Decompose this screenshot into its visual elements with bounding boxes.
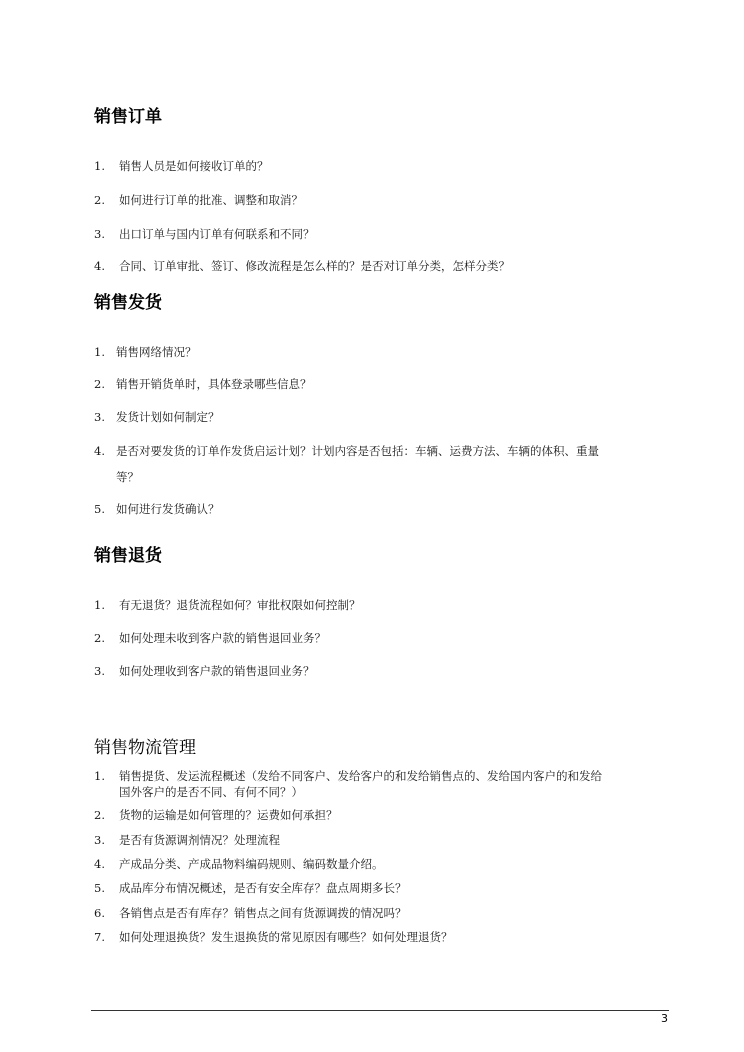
section-title-sales-order: 销售订单 <box>94 107 162 127</box>
item-number: 1. <box>94 159 105 173</box>
item-text: 合同、订单审批、签订、修改流程是怎么样的？是否对订单分类，怎样分类？ <box>119 259 510 273</box>
item-text: 如何处理退换货？发生退换货的常见原因有哪些？如何处理退货？ <box>119 930 453 944</box>
item-number: 1. <box>94 769 105 783</box>
page-number-bar <box>661 1010 669 1011</box>
item-number: 1. <box>94 598 105 612</box>
item-text: 发货计划如何制定？ <box>116 410 220 424</box>
item-number: 4. <box>94 444 105 458</box>
item-text: 销售人员是如何接收订单的？ <box>119 159 269 173</box>
section-title-sales-logistics: 销售物流管理 <box>94 738 196 758</box>
item-text: 如何处理未收到客户款的销售退回业务？ <box>119 631 326 645</box>
item-text: 是否对要发货的订单作发货启运计划？计划内容是否包括：车辆、运费方法、车辆的体积、重量 <box>116 444 599 458</box>
item-text: 如何处理收到客户款的销售退回业务？ <box>119 664 315 678</box>
list-item <box>94 226 315 242</box>
section-title-sales-returns: 销售退货 <box>94 546 162 566</box>
item-text-continuation: 国外客户的是否不同、有何不同？） <box>119 785 303 799</box>
section-title-sales-shipping: 销售发货 <box>94 293 162 313</box>
list-item <box>94 880 407 896</box>
item-number: 2. <box>94 377 105 391</box>
item-text: 各销售点是否有库存？销售点之间有货源调拨的情况吗？ <box>119 906 407 920</box>
list-item <box>94 409 220 425</box>
list-item <box>94 630 326 646</box>
item-text: 是否有货源调剂情况？处理流程 <box>119 833 280 847</box>
item-number: 2. <box>94 631 105 645</box>
item-number: 7. <box>94 930 105 944</box>
item-number: 3. <box>94 833 105 847</box>
item-number: 1. <box>94 345 105 359</box>
item-text: 出口订单与国内订单有何联系和不同？ <box>119 227 315 241</box>
item-text-continuation: 等？ <box>116 470 139 484</box>
item-number: 5. <box>94 502 105 516</box>
list-item <box>94 192 303 208</box>
item-text: 货物的运输是如何管理的？运费如何承担？ <box>119 808 338 822</box>
list-item <box>94 832 280 848</box>
list-item <box>94 597 361 613</box>
item-number: 3. <box>94 410 105 424</box>
item-number: 3. <box>94 664 105 678</box>
list-item <box>94 376 312 392</box>
list-item <box>94 158 269 174</box>
item-number: 4. <box>94 857 105 871</box>
list-item <box>94 768 602 784</box>
list-item <box>94 501 220 517</box>
item-text: 有无退货？退货流程如何？审批权限如何控制？ <box>119 598 361 612</box>
list-item <box>94 443 599 459</box>
footer-divider <box>91 1010 668 1011</box>
list-item <box>94 905 407 921</box>
item-text: 产成品分类、产成品物料编码规则、编码数量介绍。 <box>119 857 384 871</box>
item-number: 4. <box>94 259 105 273</box>
item-text: 销售提货、发运流程概述（发给不同客户、发给客户的和发给销售点的、发给国内客户的和发给 <box>119 769 602 783</box>
list-item <box>94 856 384 872</box>
item-text: 销售网络情况？ <box>116 345 197 359</box>
list-item <box>94 344 197 360</box>
item-text: 销售开销货单时，具体登录哪些信息？ <box>116 377 312 391</box>
page-number: 3 <box>661 1012 668 1025</box>
list-item <box>94 258 510 274</box>
list-item <box>94 663 315 679</box>
item-number: 6. <box>94 906 105 920</box>
item-number: 3. <box>94 227 105 241</box>
item-number: 5. <box>94 881 105 895</box>
list-item <box>94 929 453 945</box>
item-text: 成品库分布情况概述，是否有安全库存？盘点周期多长？ <box>119 881 407 895</box>
item-number: 2. <box>94 193 105 207</box>
item-text: 如何进行订单的批准、调整和取消？ <box>119 193 303 207</box>
item-number: 2. <box>94 808 105 822</box>
list-item <box>94 807 338 823</box>
item-text: 如何进行发货确认？ <box>116 502 220 516</box>
